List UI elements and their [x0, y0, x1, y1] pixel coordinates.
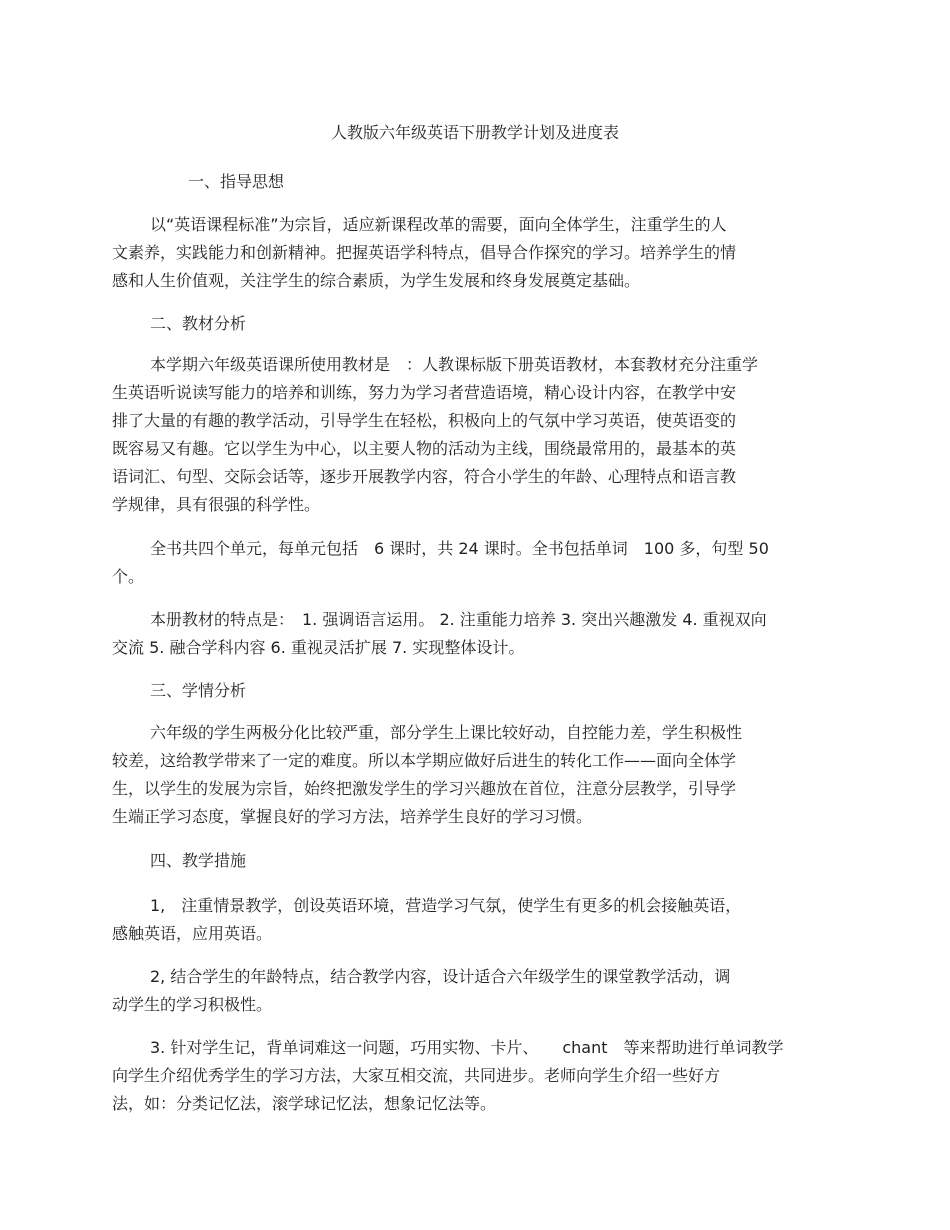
paragraph-line: 本学期六年级英语课所使用教材是 ：人教课标版下册英语教材，本套教材充分注重学	[150, 355, 759, 374]
document-title: 人教版六年级英语下册教学计划及进度表	[330, 123, 619, 142]
paragraph-line: 生端正学习态度，掌握良好的学习方法，培养学生良好的学习习惯。	[112, 807, 593, 826]
paragraph-line: 既容易又有趣。它以学生为中心，以主要人物的活动为主线，围绕最常用的，最基本的英	[112, 439, 737, 458]
section-heading-guiding-ideology: 一、指导思想	[188, 172, 285, 191]
paragraph-line: 1, 注重情景教学，创设英语环境，营造学习气氛，使学生有更多的机会接触英语，	[150, 896, 742, 915]
paragraph-line: 较差，这给教学带来了一定的难度。所以本学期应做好后进生的转化工作——面向全体学	[112, 751, 737, 770]
paragraph-line: 个。	[112, 567, 145, 586]
paragraph-line: 排了大量的有趣的教学活动，引导学生在轻松，积极向上的气氛中学习英语，使英语变的	[112, 411, 737, 430]
paragraph-line: 感和人生价值观，关注学生的综合素质，为学生发展和终身发展奠定基础。	[112, 271, 641, 290]
section-heading-textbook-analysis: 二、教材分析	[150, 314, 247, 333]
paragraph-line: 2, 结合学生的年龄特点，结合教学内容，设计适合六年级学生的课堂教学活动，调	[150, 967, 731, 986]
section-heading-student-analysis: 三、学情分析	[150, 681, 247, 700]
paragraph-line: 向学生介绍优秀学生的学习方法，大家互相交流，共同进步。老师向学生介绍一些好方	[112, 1066, 721, 1085]
paragraph-line: 3. 针对学生记，背单词难这一问题，巧用实物、卡片、 chant 等来帮助进行单词教学	[150, 1038, 784, 1057]
paragraph-line: 六年级的学生两极分化比较严重，部分学生上课比较好动，自控能力差，学生积极性	[150, 723, 743, 742]
paragraph-line: 感触英语，应用英语。	[112, 924, 273, 943]
paragraph-line: 全书共四个单元，每单元包括 6 课时，共 24 课时。全书包括单词 100 多，句型 50	[150, 539, 769, 558]
paragraph-line: 文素养，实践能力和创新精神。把握英语学科特点，倡导合作探究的学习。培养学生的情	[112, 243, 737, 262]
paragraph-line: 以“英语课程标准”为宗旨，适应新课程改革的需要，面向全体学生，注重学生的人	[150, 215, 727, 234]
paragraph-line: 法，如：分类记忆法，滚学球记忆法，想象记忆法等。	[112, 1094, 497, 1113]
paragraph-line: 学规律，具有很强的科学性。	[112, 495, 321, 514]
paragraph-line: 本册教材的特点是： 1. 强调语言运用。 2. 注重能力培养 3. 突出兴趣激发 4. 重视双向	[150, 610, 767, 629]
section-heading-teaching-measures: 四、教学措施	[150, 851, 247, 870]
paragraph-line: 交流 5. 融合学科内容 6. 重视灵活扩展 7. 实现整体设计。	[112, 638, 525, 657]
paragraph-line: 生，以学生的发展为宗旨，始终把激发学生的学习兴趣放在首位，注意分层教学，引导学	[112, 779, 737, 798]
paragraph-line: 生英语听说读写能力的培养和训练，努力为学习者营造语境，精心设计内容，在教学中安	[112, 383, 737, 402]
paragraph-line: 动学生的学习积极性。	[112, 995, 273, 1014]
paragraph-line: 语词汇、句型、交际会话等，逐步开展教学内容，符合小学生的年龄、心理特点和语言教	[112, 467, 737, 486]
